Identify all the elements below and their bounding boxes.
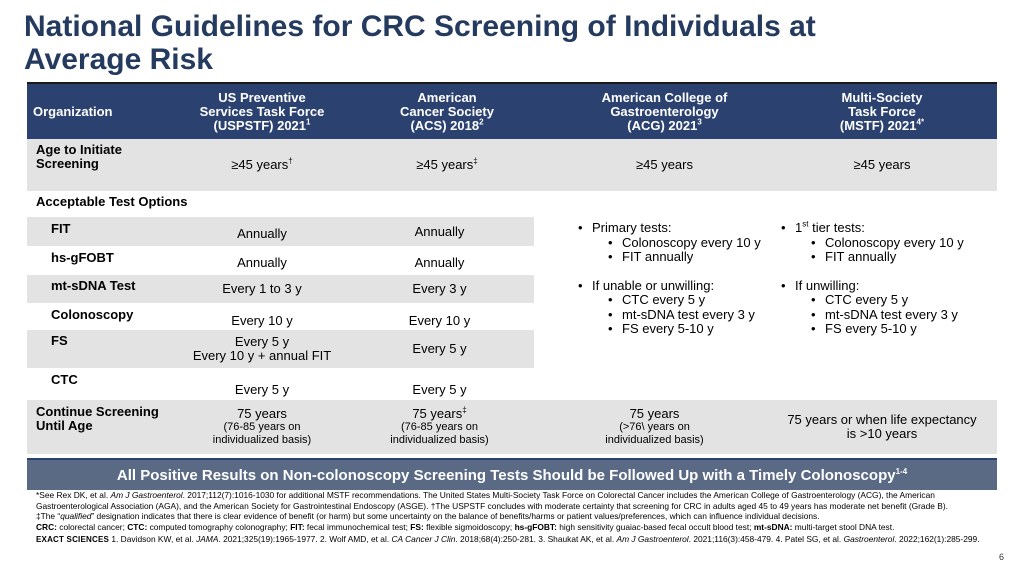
test-name: CTC [51, 372, 78, 387]
age-to-initiate-row [27, 139, 997, 191]
page-title [24, 10, 924, 76]
list-item: • FS every 5-10 y [576, 322, 776, 337]
footnote-star: *See Rex DK, et al. Am J Gastroenterol. 2017;112(7):1016-1030 for additional MSTF recommendations. The United States Multi-Society Task Force on Colorectal Cancer includes the American College of Gastroenterology (ACG), the American Gastroenterological Association (AGA), and the American Society for Gastrointestinal Endoscopy (ASGE). †The USPSTF concludes with moderate certainty that screening for CRC in adults aged 45 to 49 years has moderate net benefit (Grade B). [36, 490, 948, 511]
header-mstf: Multi-Society Task Force (MSTF) $2021^{4*}$ [839, 89, 925, 133]
list-item: • Colonoscopy every 10 y [779, 236, 989, 251]
test-name: FIT [51, 221, 71, 236]
acs-interval: Every 3 y [412, 281, 467, 296]
list-item: • Colonoscopy every 10 y [576, 236, 776, 251]
acs-interval: Every 10 y [408, 312, 471, 328]
list-item: • If unwilling: [779, 279, 989, 294]
continue-mstf: 75 years or when life expectancy is >10 years [787, 412, 977, 441]
acg-test-options [576, 221, 776, 337]
table-row [27, 368, 534, 400]
continue-acg: 75 years (>76\ years on individualized basis) [605, 406, 704, 446]
age-acg: ≥45 years [636, 157, 693, 172]
list-item: • FIT annually [576, 250, 776, 265]
footnotes [36, 490, 996, 533]
footnote-double-dagger: ‡The “qualified” designation indicates that there is clear evidence of benefit (or harm) but some uncertainty on the balance of benefits/harms or patient values/preferences, which can influence individual decisions. [36, 511, 820, 522]
header-uspstf: US Preventive Services Task Force (USPSTF) 2021$^1$ [199, 89, 325, 133]
test-name: mt-sDNA Test [51, 278, 136, 293]
uspstf-interval: Every 1 to 3 y [222, 281, 302, 296]
references: EXACT SCIENCES 1. Davidson KW, et al. JAMA. 2021;325(19):1965-1977. 2. Wolf AMD, et al. CA Cancer J Clin. 2018;68(4):250-281. 3. Shaukat AK, et al. Am J Gastroenterol. 2021;116(3):458-479. 4. Patel SG, et al. Gastroenterol. 2022;162(1):285-299. [36, 534, 980, 544]
list-item: • If unable or unwilling: [576, 279, 776, 294]
acs-interval: Annually [414, 254, 465, 270]
table-row [27, 330, 534, 368]
acs-interval: Every 5 y [412, 382, 467, 397]
table-row [27, 303, 534, 330]
acs-interval: Annually [414, 223, 465, 239]
exact-sciences-logo: EXACT SCIENCES [36, 535, 110, 544]
header-acg: American College of Gastroenterology (ACG) 2021$^3$ [601, 89, 728, 133]
age-mstf: ≥45 years [853, 157, 911, 172]
age-acs: ≥45 years‡ [416, 156, 478, 172]
list-item: • 1st tier tests: [779, 221, 989, 236]
table-row [27, 246, 534, 275]
age-row-label: Age to Initiate Screening [36, 142, 122, 171]
uspstf-interval: Annually [237, 254, 287, 270]
title-line-2: Average Risk [24, 43, 213, 76]
continue-acs: 75 years‡ (76-85 years on individualized basis) [390, 405, 489, 446]
header-acs: American Cancer Society (ACS) 2018$^2$ [400, 89, 494, 133]
age-uspstf: ≥45 years† [231, 156, 293, 172]
list-item: • mt-sDNA test every 3 y [576, 308, 776, 323]
continue-row-label: Continue Screening Until Age [36, 404, 159, 433]
continue-uspstf: 75 years (76-85 years on individualized basis) [212, 406, 312, 446]
uspstf-interval: Every 5 y Every 10 y + annual FIT [192, 334, 332, 363]
page-number: 6 [998, 552, 1004, 562]
list-item: • FS every 5-10 y [779, 322, 989, 337]
table-row [27, 275, 534, 303]
title-line-1: National Guidelines for CRC Screening of Individuals at [24, 10, 816, 43]
mstf-test-options [779, 221, 989, 337]
list-item: • CTC every 5 y [779, 293, 989, 308]
uspstf-interval: Every 10 y [231, 312, 293, 328]
uspstf-interval: Every 5 y [234, 382, 290, 397]
list-item: • mt-sDNA test every 3 y [779, 308, 989, 323]
table-header [27, 82, 997, 139]
table-row [27, 217, 534, 246]
continue-screening-row [27, 400, 997, 454]
test-name: Colonoscopy [51, 307, 134, 322]
acceptable-test-options-heading: Acceptable Test Options [36, 194, 188, 209]
footnote-abbreviations: CRC: colorectal cancer; CTC: computed tomography colonography; FIT: fecal immunochemical test; FS: flexible sigmoidoscopy; hs-gFOBT: high sensitivity guaiac-based fecal occult blood test; mt-sDNA: multi-target stool DNA test. [36, 522, 895, 533]
acs-interval: Every 5 y [412, 341, 467, 356]
test-name: FS [51, 333, 68, 348]
header-organization: Organization [33, 103, 113, 119]
uspstf-interval: Annually [237, 225, 287, 241]
list-item: • FIT annually [779, 250, 989, 265]
test-name: hs-gFOBT [51, 250, 114, 265]
list-item: • CTC every 5 y [576, 293, 776, 308]
list-item: • Primary tests: [576, 221, 776, 236]
follow-up-banner: All Positive Results on Non-colonoscopy Screening Tests Should be Followed Up with a Timely Colonoscopy$^{1-4}$ [27, 458, 997, 490]
